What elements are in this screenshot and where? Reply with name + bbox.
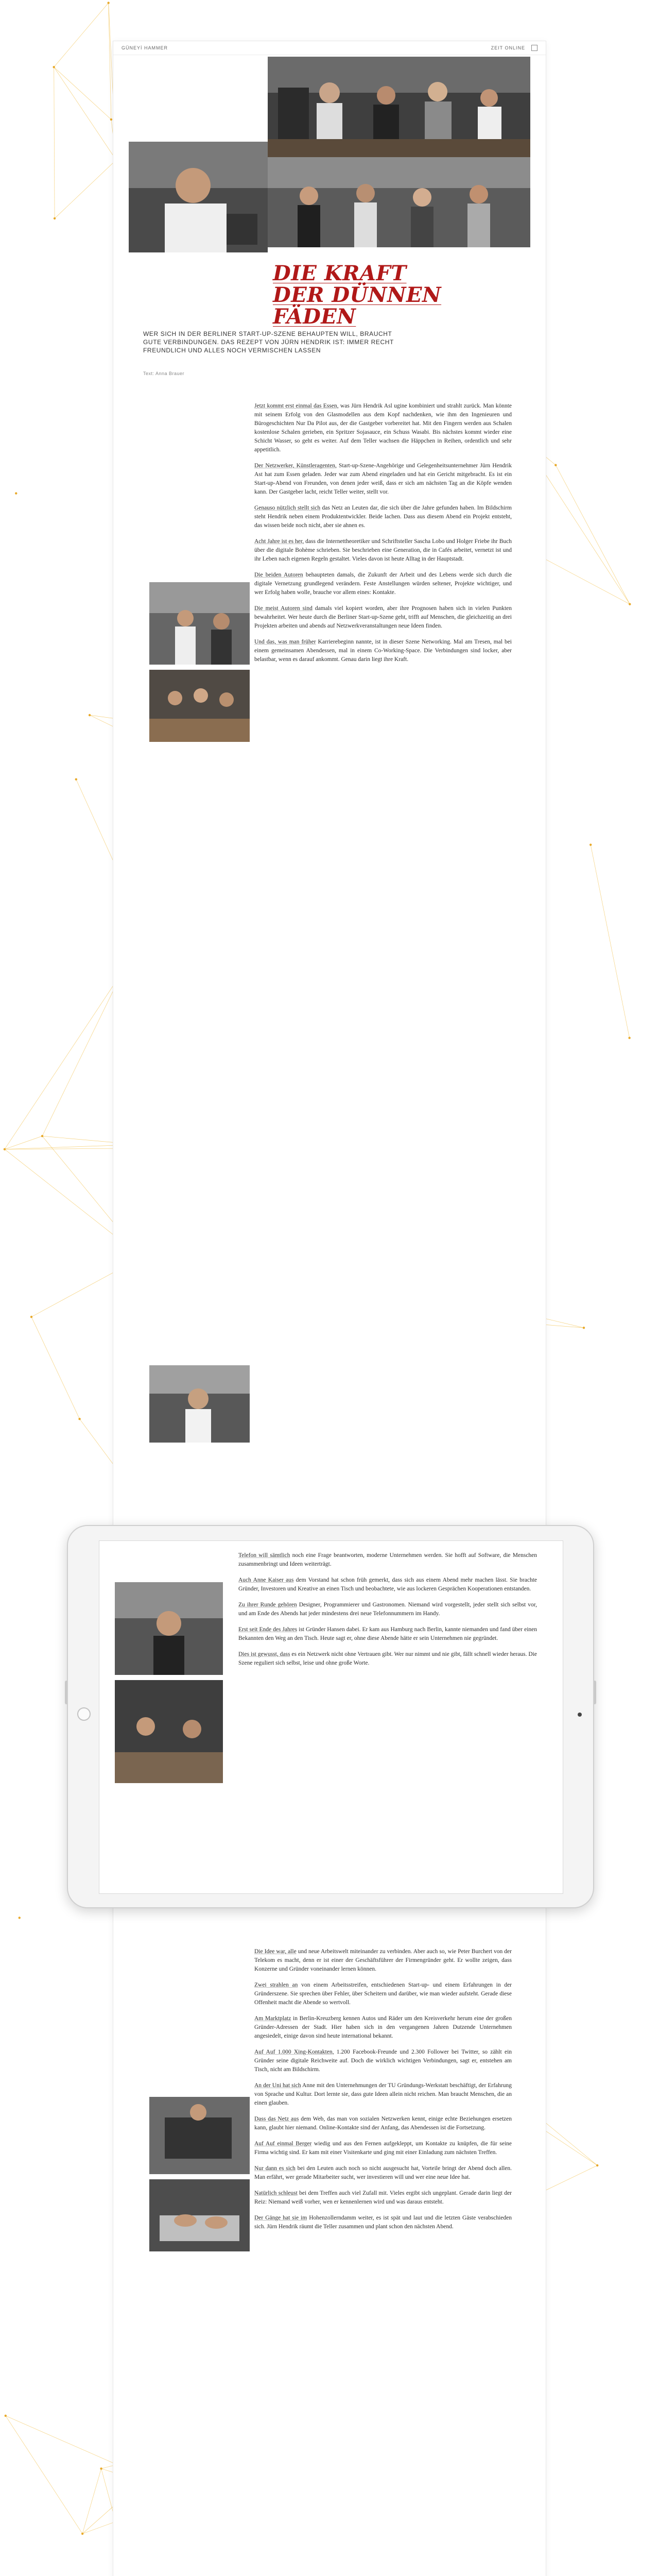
paragraph-text: es ein Netzwerk nicht ohne Vertrauen gibt. Wer nur nimmt und nie gibt, fällt schnell wieder heraus. Die Szene reguliert sich selbst, leise und ohne große Worte. (238, 1651, 537, 1666)
network-line (54, 67, 116, 160)
network-line (591, 845, 629, 1038)
paragraph (238, 1576, 537, 1594)
network-node (75, 778, 77, 780)
paragraph-text: ist Gründer Hansen dabei. Er kam aus Hamburg nach Berlin, kannte niemanden und fand über einen Bekannten den Weg an den Tisch. Heute sagt er, ohne diese Abende hätte er sein Unternehmen nie gegründet. (238, 1626, 537, 1641)
paragraph (254, 638, 512, 664)
kitchen-photo (149, 582, 250, 665)
paragraph (254, 2164, 512, 2182)
network-line (556, 465, 630, 604)
paragraph-text: was Jürn Hendrik Asl ugine kombiniert und strahlt zurück. Man könnte mit seinem Erfolg von den Glasmodellen aus dem Kopf nachdenken, wie ihm den Ingenieuren und Bürogeschichten Nur Da Pilot aus, der die Gastgeber vorbereitet hat. Mit den Fingern werden aus Schalen kostenlose Schalen gerieben, ein Spritzer Sojasauce, ein Schuss Wasabi. Bis nächstes kommt wieder eine Schicht Wasser, so geht es weiter. Auf dem Teller wachsen die Häppchen in Reihen, ordentlich und sehr appetitlich. (254, 403, 512, 453)
paragraph-text: Start-up-Szene-Angehörige und Gelegenheitsunternehmer Jürn Hendrik Ast hat zum Essen geladen. Jeder war zum Abend eingeladen und hat ein Gericht mitgebracht. Es ist ein Start-up-Abend von Freunden, von denen jeder weiß, dass er sich am nächsten Tag an die Köpfe wenden kann. Der Gastgeber lacht, reicht Teller weiter, stellt vor. (254, 463, 512, 495)
tablet-screen (99, 1540, 563, 1894)
power-button (594, 1681, 596, 1704)
paragraph-lead-in: Die beiden Autoren (254, 572, 303, 578)
paragraph-lead-in: Auch Anne Kaiser aus (238, 1577, 294, 1583)
paragraph-text: Anne mit den Unternehmungen der TU Gründungs-Werkstatt beschäftigt, der Erfahrung von Sprache und Kultur. Dort lernte sie, dass gute Ideen allein nicht reichen. Man braucht Menschen, die an einen glauben. (254, 2082, 512, 2106)
tablet-photo-1 (115, 1582, 223, 1675)
network-node (54, 217, 56, 219)
network-line (54, 67, 111, 120)
paragraph-text: Designer, Programmierer und Gastronomen. Niemand wird vorgestellt, jeder stellt sich selbst vor, und am Ende des Abends hat jeder mindestens drei neue Telefonnummern im Handy. (238, 1602, 537, 1617)
network-node (81, 2533, 83, 2535)
paragraph-text: behaupteten damals, die Zukunft der Arbeit und des Lebens werde sich durch die digitale Vernetzung grundlegend verändern. Feste Anstellungen würden seltener, Projekte wichtiger, und wer Erfolg haben wolle, brauche vor allem eines: Kontakte. (254, 572, 512, 596)
home-button[interactable] (77, 1707, 91, 1721)
network-node (100, 2467, 102, 2469)
paragraph-lead-in: Genauso nützlich stellt sich (254, 505, 321, 511)
paragraph-text: in Berlin-Kreuzberg kennen Autos und Räder um den Kreisverkehr herum eine der großen Gründer-Adressen der Stadt. Hier haben sich in den vergangenen Jahren Dutzende Unternehmen angesiedelt, einige davon sind heute international bekannt. (254, 2015, 512, 2039)
paragraph-lead-in: Nur dann es sich (254, 2165, 296, 2172)
network-line (54, 3, 109, 67)
section-label: GÜNEYİ HAMMER (122, 45, 168, 50)
paragraph (254, 402, 512, 454)
article-column-1 (254, 402, 512, 1546)
paragraph-lead-in: Auf Auf 1.000 Xing-Kontakten, (254, 2049, 334, 2055)
tablet-photo-2 (115, 1680, 223, 1783)
network-node (554, 464, 557, 466)
hands-photo (149, 2179, 250, 2251)
paragraph-lead-in: Dass das Netz aus (254, 2116, 299, 2122)
chef-photo (129, 142, 268, 252)
network-line (6, 2416, 82, 2534)
hero-photo-group (268, 57, 530, 157)
paragraph-lead-in: Der Netzwerker, Künstleragenten, (254, 463, 337, 469)
paragraph-lead-in: Dies ist gewusst, dass (238, 1651, 290, 1657)
paragraph-text: wiedig und aus den Fernen aufgekleppt, um Kontakte zu knüpfen, die für seine Firma wichtig sind. Er kam mit einer Visitenkarte und ging mit einer Einladung zum nächsten Treffen. (254, 2141, 512, 2156)
paragraph (254, 571, 512, 597)
paragraph-text: bei dem Treffen auch viel Zufall mit. Vieles ergibt sich ungeplant. Gerade darin liegt der Reiz: Niemand weiß vorher, wen er kennenlernen wird und was daraus entsteht. (254, 2190, 512, 2205)
network-node (629, 603, 631, 605)
article-page (113, 41, 546, 2576)
author-credit: Text: Anna Brauer (143, 371, 185, 376)
network-line (42, 971, 123, 1136)
paragraph-lead-in: Jetzt kommt erst einmal das Essen, (254, 403, 339, 409)
paragraph-text: bei den Leuten auch noch so nicht ausgesucht hat, Vorteile bringt der Abend doch allen. Man erfährt, wer gerade Mitarbeiter sucht, wer investieren will und wer eine neue Idee hat. (254, 2165, 512, 2180)
paragraph (254, 2189, 512, 2207)
network-node (19, 1917, 21, 1919)
paragraph-lead-in: Und das, was man früher (254, 639, 316, 645)
paragraph (238, 1551, 537, 1569)
volume-button (65, 1681, 67, 1704)
group-photo (268, 157, 530, 247)
paragraph (254, 537, 512, 564)
menu-icon[interactable] (531, 45, 537, 51)
paragraph (254, 2140, 512, 2157)
paragraph (254, 2115, 512, 2132)
network-node (53, 66, 55, 68)
paragraph-text: noch eine Frage beantworten, moderne Unternehmen werden. Sie hofft auf Software, die Menschen zusammenbringt und Ideen weiterträgt. (238, 1552, 537, 1567)
network-node (89, 714, 91, 716)
paragraph-lead-in: Am Marktplatz (254, 2015, 291, 2022)
network-node (107, 2, 109, 4)
page-header (113, 41, 546, 55)
network-node (628, 1037, 630, 1039)
network-node (4, 1148, 6, 1150)
paragraph-lead-in: Zwei strahlen an (254, 1982, 298, 1988)
article-lead: WER SICH IN DER BERLINER START-UP-SZENE BEHAUPTEN WILL, BRAUCHT GUTE VERBINDUNGEN. DAS REZEPT VON JÜRN HENDRIK IST: IMMER RECHT FREUNDLICH UND ALLES NOCH VERMISCHEN LASSEN (143, 330, 394, 354)
network-node (41, 1135, 43, 1137)
paragraph-text: dass die Internettheoretiker und Schriftsteller Sascha Lobo und Holger Friebe ihr Buch über die digitale Bohème schrieben. Sie beschrieben eine Generation, die in Cafés arbeitet, vernetzt ist und ihr Leben nach eigenen Regeln gestaltet. Vieles davon ist heute Alltag in der Hauptstadt. (254, 538, 512, 562)
network-line (82, 2469, 101, 2534)
paragraph-lead-in: Der Gänge hat sie im (254, 2215, 307, 2221)
paragraph-text: und neue Arbeitswelt miteinander zu verbinden. Aber auch so, wie Peter Burchert von der Telekom es macht, denn er ist einer der Geschäftsführer der Firmengründer geht. Er wollte zeigen, dass Konzerne und Gründer voneinander lernen können. (254, 1948, 512, 1972)
paragraph (238, 1625, 537, 1643)
network-line (5, 971, 123, 1149)
paragraph-lead-in: Natürlich schleust (254, 2190, 298, 2196)
article-title (273, 263, 520, 328)
paragraph (238, 1650, 537, 1668)
network-node (596, 2164, 598, 2166)
paragraph-lead-in: Zu ihrer Runde gehören (238, 1602, 297, 1608)
article-column-2 (254, 1947, 512, 2576)
network-node (15, 492, 17, 494)
publication-label: ZEIT ONLINE (491, 45, 525, 50)
paragraph (254, 2214, 512, 2231)
paragraph-text: dem Vorstand hat schon früh gemerkt, dass sich aus einem Abend mehr machen lässt. Sie brachte Gründer, Investoren und Kreative an einen Tisch und beobachtete, wie aus lockeren Gesprächen Kooperationen entstanden. (238, 1577, 537, 1592)
paragraph-text: 1.200 Facebook-Freunde und 2.300 Follower bei Twitter, so zählt ein Gründer seine digitale Reichweite auf. Doch die wirklich wichtigen Verbindungen, sagt er, entstehen am Tisch, nicht am Bildschirm. (254, 2049, 512, 2073)
title-line-2: DER DÜNNEN FÄDEN (273, 283, 442, 329)
title-line-1: DIE KRAFT (273, 261, 407, 285)
laptop-photo (149, 2097, 250, 2174)
paragraph-text: das Netz an Leuten dar, die sich über die Jahre gefunden haben. Im Bildschirm steht Hendrik neben einem Produktentwickler. Beide lachen. Dass aus diesem Abend ein Projekt entsteht, das wissen beide noch nicht, aber sie ahnen es. (254, 505, 512, 529)
network-line (109, 3, 111, 120)
paragraph-lead-in: Telefon will sämtlich (238, 1552, 290, 1558)
network-line (54, 67, 55, 218)
paragraph-lead-in: Erst seit Ende des Jahres (238, 1626, 298, 1633)
paragraph-lead-in: An der Uni hat sich (254, 2082, 301, 2089)
cook-photo (149, 1365, 250, 1443)
paragraph-lead-in: Acht Jahre ist es her, (254, 538, 304, 545)
network-line (55, 160, 116, 218)
camera-icon (578, 1713, 582, 1717)
paragraph (238, 1601, 537, 1618)
network-node (78, 1418, 80, 1420)
paragraph-text: damals viel kopiert worden, aber ihre Prognosen haben sich in vielen Punkten bewahrheitet. Wer heute durch die Berliner Start-up-Szene geht, trifft auf Menschen, die gleichzeitig an drei Projekten arbeiten und abends auf Netzwerkveranstaltungen neue Ideen finden. (254, 605, 512, 629)
paragraph (254, 1947, 512, 1974)
network-line (31, 1317, 80, 1419)
tablet-text-column (238, 1551, 537, 1886)
network-line (5, 1136, 42, 1149)
paragraph (254, 604, 512, 631)
paragraph-text: Hohenzollerndamm weiter, es ist spät und laut und die letzten Gäste verabschieden sich. Jürn Hendrik räumt die Teller zusammen und plant schon den nächsten Abend. (254, 2215, 512, 2230)
paragraph-text: Karrierebeginn nannte, ist in dieser Szene Networking. Mal am Tresen, mal bei einem gemeinsamen Abendessen, mal in einem Co-Working-Space. Die Verbindungen sind locker, aber belastbar, wenn es darauf ankommt. Genau darin liegt ihre Kraft. (254, 639, 512, 663)
network-node (5, 2415, 7, 2417)
paragraph (254, 2014, 512, 2041)
paragraph (254, 2048, 512, 2074)
network-node (30, 1316, 32, 1318)
paragraph (254, 462, 512, 497)
paragraph-lead-in: Die meist Autoren sind (254, 605, 313, 612)
dinner-photo (149, 670, 250, 742)
paragraph-lead-in: Die Idee war, alle (254, 1948, 297, 1955)
paragraph (254, 2081, 512, 2108)
paragraph (254, 504, 512, 530)
paragraph-text: dem Web, das man von sozialen Netzwerken kennt, einige echte Beziehungen ersetzen kann, glaubt hier niemand. Online-Kontakte sind der Anfang, das Abendessen ist die Fortsetzung. (254, 2116, 512, 2131)
network-node (589, 843, 592, 845)
network-node (583, 1327, 585, 1329)
tablet-frame (67, 1525, 594, 1908)
paragraph (254, 1981, 512, 2007)
paragraph-text: von einem Arbeitsstreifen, entschiedenen Start-up- und einem Erfahrungen in der Gründerszene. Sie sprechen über Fehler, über Scheitern und darüber, wie man wieder aufsteht. Gerade diese Offenheit macht die Abende so wertvoll. (254, 1982, 512, 2006)
paragraph-lead-in: Auf Auf einmal Berger (254, 2141, 312, 2147)
network-node (110, 118, 112, 121)
